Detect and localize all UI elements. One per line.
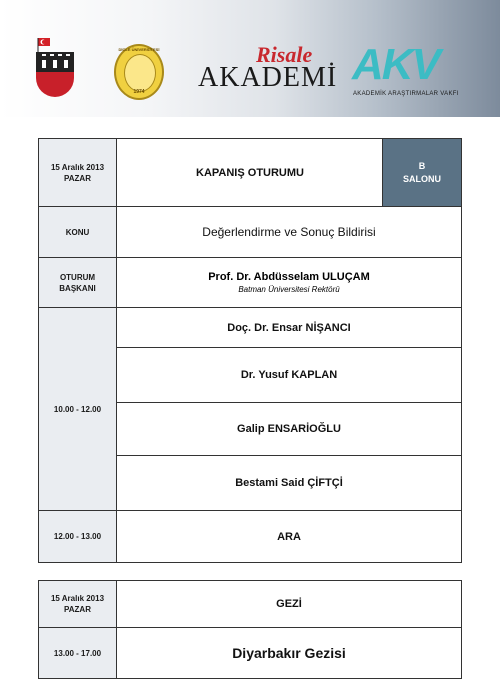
speaker-row: Doç. Dr. Ensar NİŞANCI xyxy=(117,308,461,348)
session-day: PAZAR xyxy=(64,173,91,183)
trip-table xyxy=(38,580,462,679)
topic-value: Değerlendirme ve Sonuç Bildirisi xyxy=(117,207,461,258)
trip-time: 13.00 - 17.00 xyxy=(39,628,117,678)
chair-label-line2: BAŞKANI xyxy=(59,283,96,293)
seal-text: DİCLE ÜNİVERSİTESİ xyxy=(118,47,160,52)
trip-date: 15 Aralık 2013 xyxy=(50,594,105,603)
chair-label-line1: OTURUM xyxy=(59,272,96,282)
topic-label: KONU xyxy=(39,207,117,258)
header-banner xyxy=(0,0,500,117)
risale-logo-text: Risale xyxy=(256,42,313,67)
break-time: 12.00 - 13.00 xyxy=(39,511,117,562)
chair-cell xyxy=(117,258,461,308)
hall-label: SALONU xyxy=(403,173,441,184)
session-title: KAPANIŞ OTURUMU xyxy=(117,139,383,207)
akv-logo-text: AKV xyxy=(352,40,439,89)
seal-center xyxy=(124,54,156,92)
trip-day: PAZAR xyxy=(64,605,91,614)
seal-year: 1974 xyxy=(133,89,145,95)
speaker-row: Bestami Said ÇİFTÇİ xyxy=(117,456,461,511)
chair-role: Batman Üniversitesi Rektörü xyxy=(238,285,340,294)
session-date: 15 Aralık 2013 xyxy=(50,162,105,172)
akv-subtitle: AKADEMİK ARAŞTIRMALAR VAKFI xyxy=(353,91,459,97)
trip-title: GEZİ xyxy=(117,581,461,628)
hall-letter: B xyxy=(418,160,426,171)
trip-activity: Diyarbakır Gezisi xyxy=(232,645,346,661)
chair-label xyxy=(39,258,117,308)
speaker-row: Dr. Yusuf KAPLAN xyxy=(117,348,461,403)
chair-name: Prof. Dr. Abdüsselam ULUÇAM xyxy=(208,271,370,283)
break-label: ARA xyxy=(277,530,301,543)
akademi-logo-text: AKADEMİ xyxy=(198,62,338,93)
hall-badge xyxy=(382,139,461,207)
university-seal-icon xyxy=(114,44,164,100)
municipality-logo-icon xyxy=(34,38,76,98)
time-range: 10.00 - 12.00 xyxy=(39,308,117,511)
session-date-cell xyxy=(39,139,117,207)
session-table xyxy=(38,138,462,563)
speaker-row: Galip ENSARİOĞLU xyxy=(117,403,461,456)
trip-date-cell xyxy=(39,581,117,628)
